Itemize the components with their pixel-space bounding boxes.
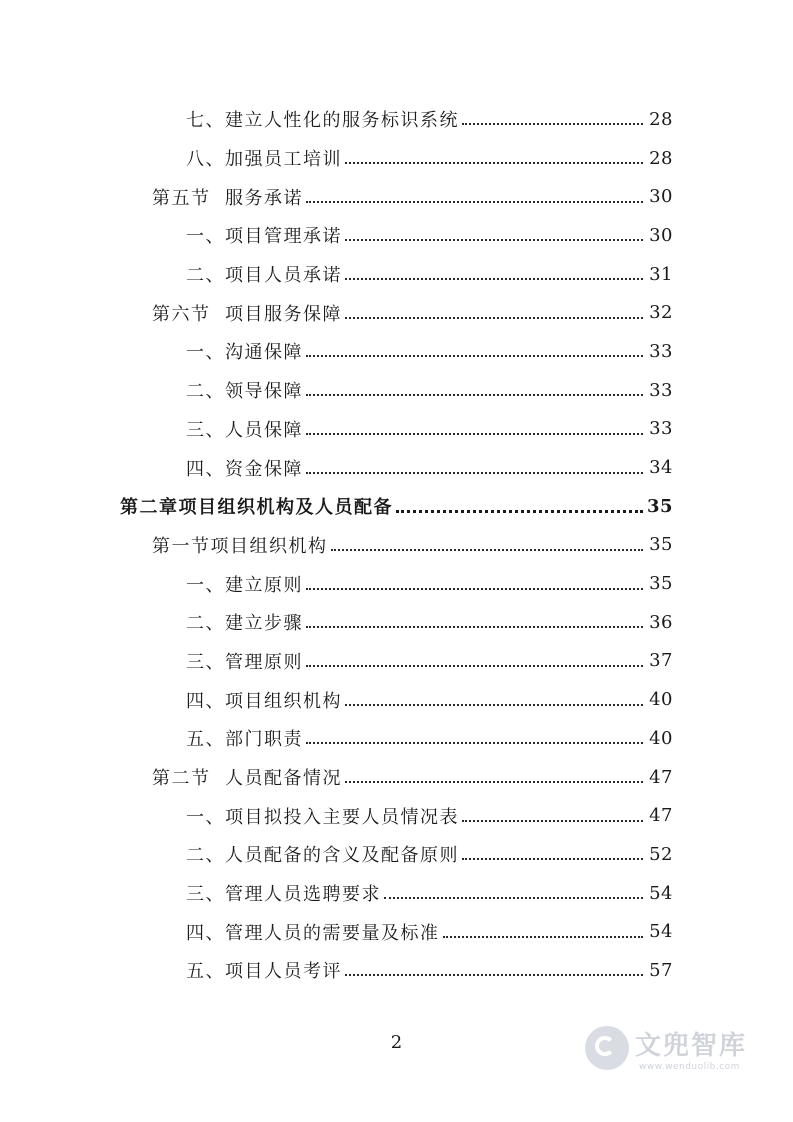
toc-entry[interactable] <box>0 371 793 410</box>
toc-entry-page: 54 <box>649 882 673 904</box>
toc-entry-page: 32 <box>649 302 673 324</box>
toc-entry-title: 一、项目拟投入主要人员情况表 <box>186 806 459 828</box>
toc-entry-page: 37 <box>649 650 673 672</box>
toc-entry[interactable] <box>0 680 793 719</box>
toc-entry-page: 35 <box>649 534 673 556</box>
toc-entry-page: 30 <box>649 224 673 246</box>
toc-entry-title: 第一节项目组织机构 <box>152 535 328 557</box>
toc-entry-title: 二、项目人员承诺 <box>186 265 342 287</box>
toc-entry[interactable] <box>0 912 793 951</box>
watermark-name: 文兜智库 <box>635 1030 748 1061</box>
toc-dot-leader <box>462 123 643 125</box>
toc-entry-page: 30 <box>649 186 673 208</box>
toc-dot-leader <box>306 201 643 203</box>
toc-entry[interactable] <box>0 951 793 990</box>
toc-dot-leader <box>345 239 643 241</box>
toc-dot-leader <box>345 974 643 976</box>
toc-dot-leader <box>384 897 643 899</box>
toc-entry-title: 七、建立人性化的服务标识系统 <box>186 110 459 132</box>
toc-entry-title: 第六节 项目服务保障 <box>152 303 342 325</box>
toc-entry[interactable] <box>0 526 793 565</box>
toc-entry-page: 33 <box>649 418 673 440</box>
toc-entry[interactable] <box>0 139 793 178</box>
toc-entry-title: 五、项目人员考评 <box>186 961 342 983</box>
toc-entry[interactable] <box>0 448 793 487</box>
toc-entry-title: 三、管理人员选聘要求 <box>186 884 381 906</box>
toc-entry-page: 40 <box>649 689 673 711</box>
toc-entry-page: 31 <box>649 263 673 285</box>
toc-dot-leader <box>306 355 643 357</box>
toc-dot-leader <box>306 626 643 628</box>
toc-entry[interactable] <box>0 835 793 874</box>
wendou-logo-icon <box>585 1026 629 1070</box>
toc-dot-leader <box>306 472 643 474</box>
toc-entry[interactable] <box>0 603 793 642</box>
toc-entry-title: 第五节 服务承诺 <box>152 187 303 209</box>
toc-entry-page: 33 <box>649 379 673 401</box>
toc-entry-page: 28 <box>649 108 673 130</box>
toc-dot-leader <box>462 820 643 822</box>
toc-dot-leader <box>345 317 643 319</box>
toc-entry[interactable] <box>0 255 793 294</box>
toc-entry-page: 35 <box>646 495 673 517</box>
toc-dot-leader <box>345 162 643 164</box>
watermark-url: www.wenduolib.com <box>639 1061 740 1072</box>
toc-entry[interactable] <box>0 796 793 835</box>
toc-entry[interactable] <box>0 564 793 603</box>
toc-entry-page: 36 <box>649 611 673 633</box>
toc-entry[interactable] <box>0 293 793 332</box>
toc-entry[interactable] <box>0 719 793 758</box>
toc-entry-page: 33 <box>649 340 673 362</box>
toc-entry-title: 二、建立步骤 <box>186 613 303 635</box>
page-number: 2 <box>390 1032 403 1053</box>
toc-entry[interactable] <box>0 216 793 255</box>
toc-entry-title: 三、人员保障 <box>186 419 303 441</box>
toc-entry-title: 一、建立原则 <box>186 574 303 596</box>
toc-entry-title: 三、管理原则 <box>186 651 303 673</box>
toc-dot-leader <box>306 665 643 667</box>
toc-dot-leader <box>443 936 644 938</box>
toc-entry-page: 28 <box>649 147 673 169</box>
toc-dot-leader <box>345 278 643 280</box>
toc-dot-leader <box>306 742 643 744</box>
toc-dot-leader <box>306 588 643 590</box>
toc-entry-title: 八、加强员工培训 <box>186 149 342 171</box>
toc-entry[interactable] <box>0 758 793 797</box>
toc-dot-leader <box>345 781 643 783</box>
table-of-contents <box>0 100 793 990</box>
toc-entry[interactable] <box>0 642 793 681</box>
toc-entry[interactable] <box>0 410 793 449</box>
watermark <box>585 1018 785 1078</box>
toc-dot-leader <box>306 394 643 396</box>
toc-entry-page: 47 <box>649 766 673 788</box>
toc-entry-title: 四、资金保障 <box>186 458 303 480</box>
toc-entry[interactable] <box>0 874 793 913</box>
toc-entry-title: 五、部门职责 <box>186 729 303 751</box>
toc-dot-leader <box>345 704 643 706</box>
toc-entry-page: 35 <box>649 573 673 595</box>
toc-entry-page: 54 <box>649 921 673 943</box>
toc-entry-title: 二、人员配备的含义及配备原则 <box>186 845 459 867</box>
toc-entry-title: 一、项目管理承诺 <box>186 226 342 248</box>
toc-entry-title: 一、沟通保障 <box>186 342 303 364</box>
toc-entry[interactable] <box>0 332 793 371</box>
toc-dot-leader <box>462 858 643 860</box>
toc-entry-page: 52 <box>649 843 673 865</box>
toc-entry-title: 四、项目组织机构 <box>186 690 342 712</box>
toc-entry-page: 47 <box>649 805 673 827</box>
toc-entry-title: 二、领导保障 <box>186 381 303 403</box>
toc-entry[interactable] <box>0 487 793 526</box>
toc-dot-leader <box>306 433 643 435</box>
toc-entry-title: 第二章项目组织机构及人员配备 <box>120 497 393 519</box>
toc-entry-page: 57 <box>649 959 673 981</box>
toc-dot-leader <box>331 549 644 551</box>
toc-entry[interactable] <box>0 177 793 216</box>
toc-entry-title: 四、管理人员的需要量及标准 <box>186 922 440 944</box>
toc-entry-page: 34 <box>649 457 673 479</box>
toc-entry-title: 第二节 人员配备情况 <box>152 768 342 790</box>
toc-dot-leader <box>396 510 643 513</box>
toc-entry[interactable] <box>0 100 793 139</box>
toc-entry-page: 40 <box>649 727 673 749</box>
